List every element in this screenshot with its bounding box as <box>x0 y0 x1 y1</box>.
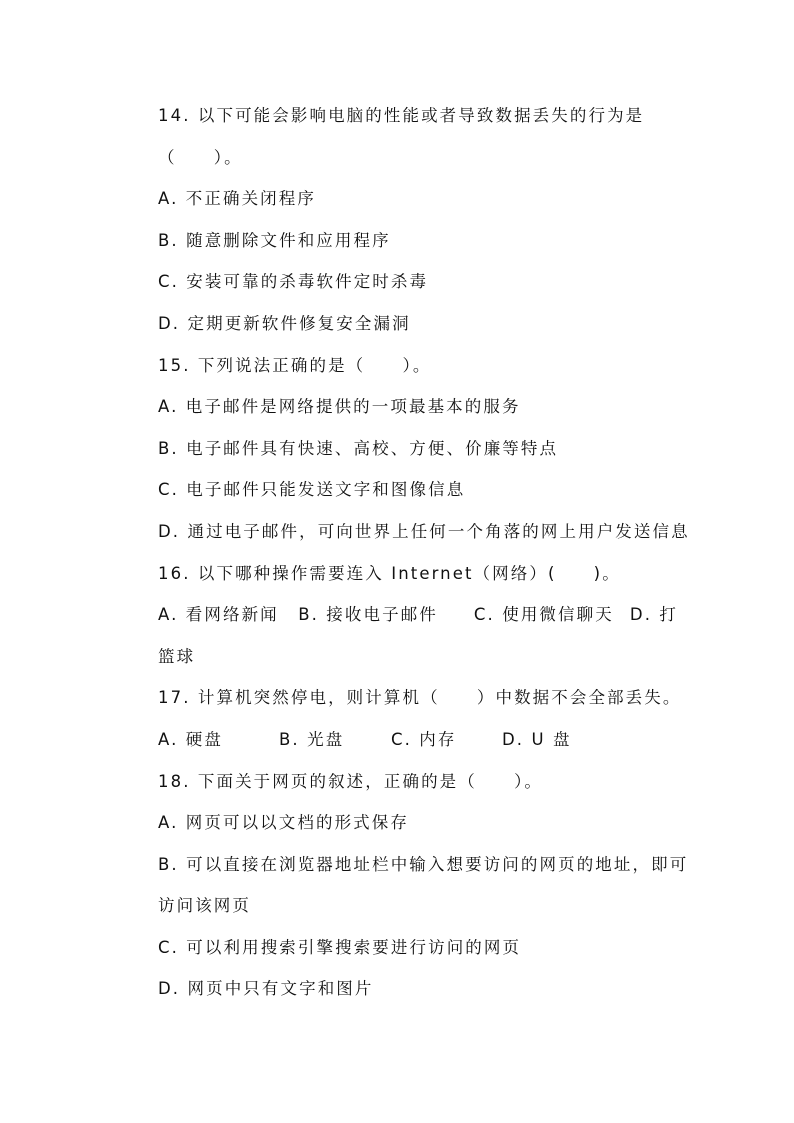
option-a: A. 网页可以以文档的形式保存 <box>158 813 409 833</box>
options-row <box>158 728 678 770</box>
option-b: B. 接收电子邮件 <box>298 605 438 625</box>
option-a: A. 电子邮件是网络提供的一项最基本的服务 <box>158 397 521 417</box>
option-b: B. 随意删除文件和应用程序 <box>158 230 391 250</box>
option-c: C. 内存 <box>391 729 457 749</box>
question-stem: 15. 下列说法正确的是（ ）。 <box>158 355 432 375</box>
question-18 <box>158 770 689 1020</box>
option-d: D. 定期更新软件修复安全漏洞 <box>158 313 411 333</box>
question-stem: 14. 以下可能会影响电脑的性能或者导致数据丢失的行为是 <box>158 106 645 125</box>
options-row <box>158 603 678 645</box>
option-b: B. 可以直接在浏览器地址栏中输入想要访问的网页的地址，即可 <box>158 854 689 874</box>
option-a: A. 看网络新闻 <box>158 605 279 625</box>
question-16 <box>158 562 678 687</box>
option-d: D. 打 <box>629 605 678 625</box>
option-d: D. 通过电子邮件，可向世界上任何一个角落的网上用户发送信息 <box>158 521 690 541</box>
option-c: C. 使用微信聊天 <box>473 605 614 625</box>
option-d: D. 网页中只有文字和图片 <box>158 979 374 999</box>
option-c: C. 电子邮件只能发送文字和图像信息 <box>158 480 466 500</box>
option-d: D. U 盘 <box>502 729 572 749</box>
option-a: A. 不正确关闭程序 <box>158 189 316 209</box>
question-stem: 18. 下面关于网页的叙述，正确的是（ ）。 <box>158 771 544 791</box>
question-17 <box>158 686 682 769</box>
question-15 <box>158 354 690 562</box>
option-c: C. 可以利用搜索引擎搜索要进行访问的网页 <box>158 937 522 957</box>
question-stem: 16. 以下哪种操作需要连入 Internet（网络）( )。 <box>158 563 621 583</box>
option-b-continued: 访问该网页 <box>158 896 251 916</box>
option-d-continued: 篮球 <box>158 646 196 666</box>
option-b: B. 电子邮件具有快速、高校、方便、价廉等特点 <box>158 438 559 458</box>
document-page <box>158 104 690 1019</box>
question-stem-continued: （ ）。 <box>158 147 243 167</box>
option-b: B. 光盘 <box>279 729 345 749</box>
option-c: C. 安装可靠的杀毒软件定时杀毒 <box>158 272 429 292</box>
option-a: A. 硬盘 <box>158 729 223 749</box>
question-14 <box>158 104 678 354</box>
question-stem: 17. 计算机突然停电，则计算机（ ）中数据不会全部丢失。 <box>158 688 682 708</box>
